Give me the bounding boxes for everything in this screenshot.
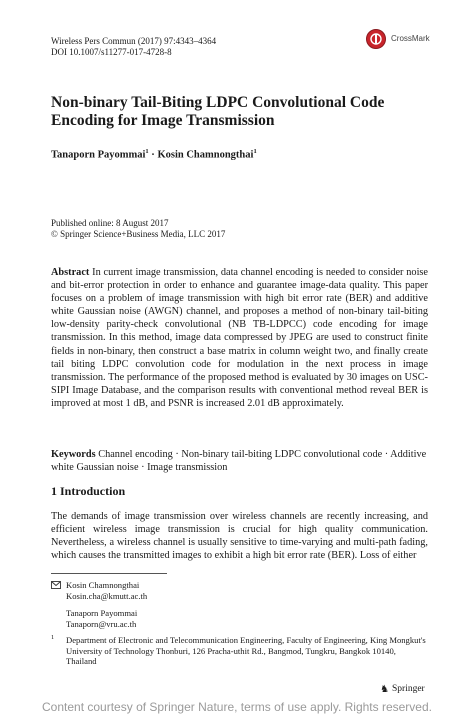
keywords-label: Keywords <box>51 449 96 460</box>
author-name[interactable]: Tanaporn Payommai <box>51 149 146 161</box>
paper-title: Non-binary Tail-Biting LDPC Convolutional Code Encoding for Image Transmission <box>51 94 385 129</box>
section-heading: 1 Introduction <box>51 484 126 498</box>
author-contact-name: Tanaporn Payommai <box>66 608 138 618</box>
crossmark-badge[interactable] <box>366 29 428 51</box>
keywords <box>51 448 428 474</box>
author-contact-email[interactable]: Tanaporn@vru.ac.th <box>66 618 137 629</box>
abstract <box>51 266 428 410</box>
corresponding-author-name: Kosin Chamnongthai <box>66 580 140 590</box>
springer-horse-icon: ♞ <box>380 684 389 695</box>
footnote-divider <box>51 573 167 574</box>
second-author-contact <box>66 608 137 629</box>
section-body: The demands of image transmission over wireless channels are recently increasing, and efficient wireless image transmission is crucial for high quality communication. Nevertheless, a wireless channel is usually sensitive to time-varying and multi-path fading, which causes the transmitted images to exhibit a high bit error rate (BER). Loss of either <box>51 511 428 562</box>
corresponding-author-email[interactable]: Kosin.cha@kmutt.ac.th <box>66 590 148 601</box>
affiliation-text: Department of Electronic and Telecommunication Engineering, Faculty of Engineering, King Mongkut's University of Technology Thonburi, 126 Pracha-uthit Rd., Bangmod, Tungkru, Bangkok 10140, Thailand <box>66 635 426 666</box>
author-name[interactable]: Kosin Chamnongthai <box>157 149 254 161</box>
publication-info <box>51 218 225 240</box>
envelope-icon <box>51 581 61 592</box>
journal-citation: Wireless Pers Commun (2017) 97:4343–4364 <box>51 36 217 46</box>
doi[interactable]: DOI 10.1007/s11277-017-4728-8 <box>51 47 172 57</box>
abstract-text: In current image transmission, data channel encoding is needed to consider noise and bit-error protection in order to enhance and guarantee image-data quality. This paper focuses on a problem of image transmission with high bit error rate (BER) and additive white Gaussian noise (AWGN) channel, and proposes a method of non-binary tail-biting low-density parity-check convolutional (NB TB-LDPCC) code encoding for image transmission. In this method, image data compressed by JPEG are used to construct finite fields in non-binary, then construct a base matrix in column weight two, and finally create tail biting LDPC convolution code for modulation in the next process in image transmission. The performance of the proposed method is evaluated by 30 images on USC-SIPI Image Database, and the comparison results with conventional method reveal BER is improved at most 1 dB, and PSNR is increased 2.01 dB approximately. <box>51 267 429 409</box>
crossmark-label: CrossMark <box>391 34 430 43</box>
journal-header <box>51 36 216 58</box>
affiliation-marker: 1 <box>145 148 149 155</box>
rights-footer: Content courtesy of Springer Nature, terms of use apply. Rights reserved. <box>42 700 432 714</box>
keywords-text: Channel encoding · Non-binary tail-biting LDPC convolutional code · Additive white Gaussian noise · Image transmission <box>51 449 427 474</box>
author-list <box>51 148 257 161</box>
publisher-name: Springer <box>392 684 425 694</box>
author-separator: · <box>148 149 158 161</box>
copyright-notice: © Springer Science+Business Media, LLC 2017 <box>51 229 226 239</box>
affiliation-marker: 1 <box>253 148 257 155</box>
abstract-label: Abstract <box>51 267 90 278</box>
springer-logo <box>380 684 435 696</box>
published-date: Published online: 8 August 2017 <box>51 218 169 228</box>
crossmark-icon <box>366 29 386 49</box>
affiliation-number: 1 <box>51 634 55 641</box>
